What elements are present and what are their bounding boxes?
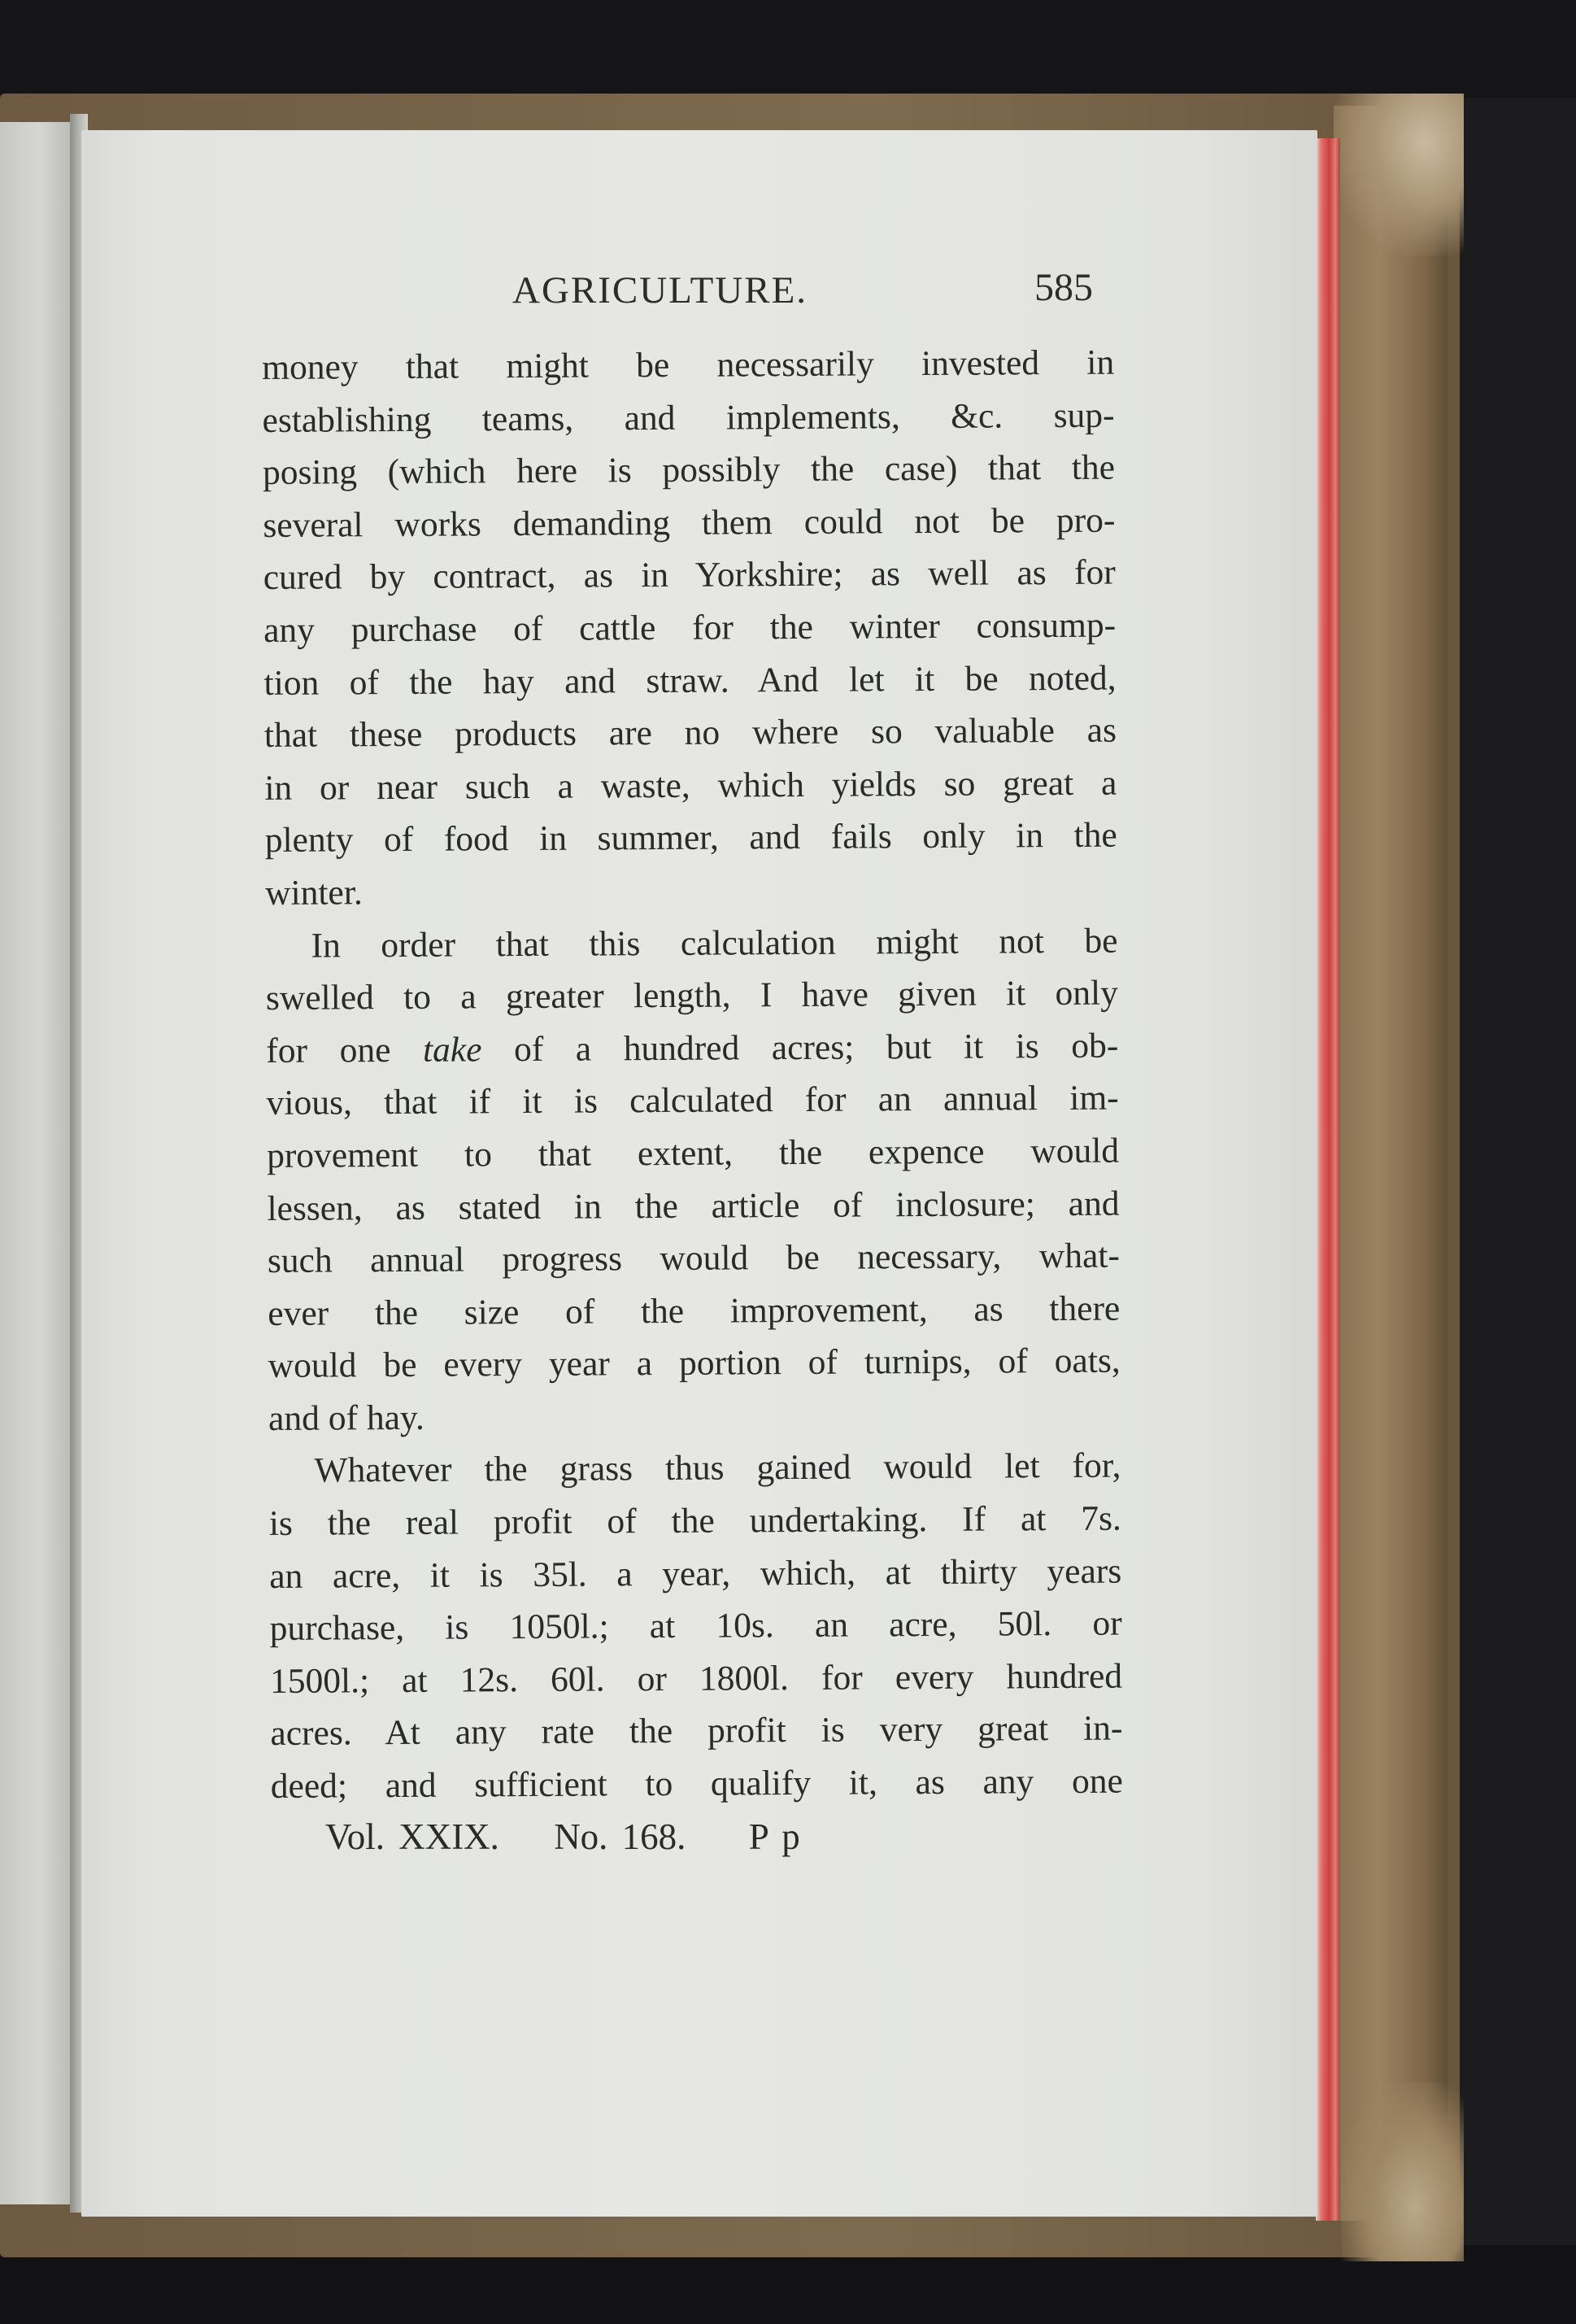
red-page-edge [1316,138,1340,2221]
text-line: would be every year a portion of turnips, of oats, [268,1341,1121,1386]
text-line: acres. At any rate the profit is very great in- [270,1709,1123,1754]
text-line: deed; and sufficient to qualify it, as any one [270,1761,1123,1806]
facing-page [0,122,73,2204]
worn-corner-top [1334,94,1464,256]
text-line: purchase, is 1050l.; at 10s. an acre, 50l. or [269,1603,1122,1649]
page-footer [325,1816,800,1858]
text-line: ever the size of the improvement, as there [268,1288,1121,1333]
text-line: and of hay. [268,1397,424,1438]
text-line: such annual progress would be necessary, what- [267,1236,1121,1281]
text-line: provement to that extent, the expence would [266,1131,1120,1175]
signature-mark: P p [748,1816,800,1857]
text-line: in or near such a waste, which yields so great a [264,763,1117,808]
text-line: tion of the hay and straw. And let it be noted, [263,658,1117,703]
text-line: several works demanding them could not be pro- [263,500,1116,545]
text-line: establishing teams, and implements, &c. sup- [262,395,1115,440]
page-number: 585 [1034,266,1093,309]
text-line: Whatever the grass thus gained would let for, [314,1446,1121,1491]
volume-label: Vol. XXIX. [325,1816,499,1857]
text-line: 1500l.; at 12s. 60l. or 1800l. for every hundred [269,1656,1123,1701]
text-line: is the real profit of the undertaking. If at 7s. [268,1498,1122,1544]
running-head: AGRICULTURE. [512,269,808,312]
text-line: In order that this calculation might not be [311,921,1118,966]
issue-number: No. 168. [554,1816,686,1857]
background-top [0,0,1576,98]
book-cover-fore-edge [1334,106,1448,2221]
italic-word: take [422,1030,482,1070]
text-line: any purchase of cattle for the winter consump- [263,605,1117,650]
text-line: for one take of a hundred acres; but it is ob- [266,1026,1119,1070]
text-line: that these products are no where so valuable as [263,710,1117,756]
text-line: swelled to a greater length, I have given it only [265,973,1119,1018]
text-line: an acre, it is 35l. a year, which, at thirty years [269,1551,1122,1596]
worn-corner-bottom [1342,2082,1464,2261]
text-line: posing (which here is possibly the case) that the [262,447,1116,493]
body-text [262,337,1123,1813]
text-line: plenty of food in summer, and fails only in the [264,815,1117,861]
text-line: winter. [264,873,363,913]
text-line: lessen, as stated in the article of inclosure; and [267,1184,1120,1228]
text-line: money that might be necessarily invested in [262,342,1115,387]
text-line: cured by contract, as in Yorkshire; as well as for [263,552,1116,598]
text-line: vious, that if it is calculated for an annual im- [266,1078,1119,1123]
